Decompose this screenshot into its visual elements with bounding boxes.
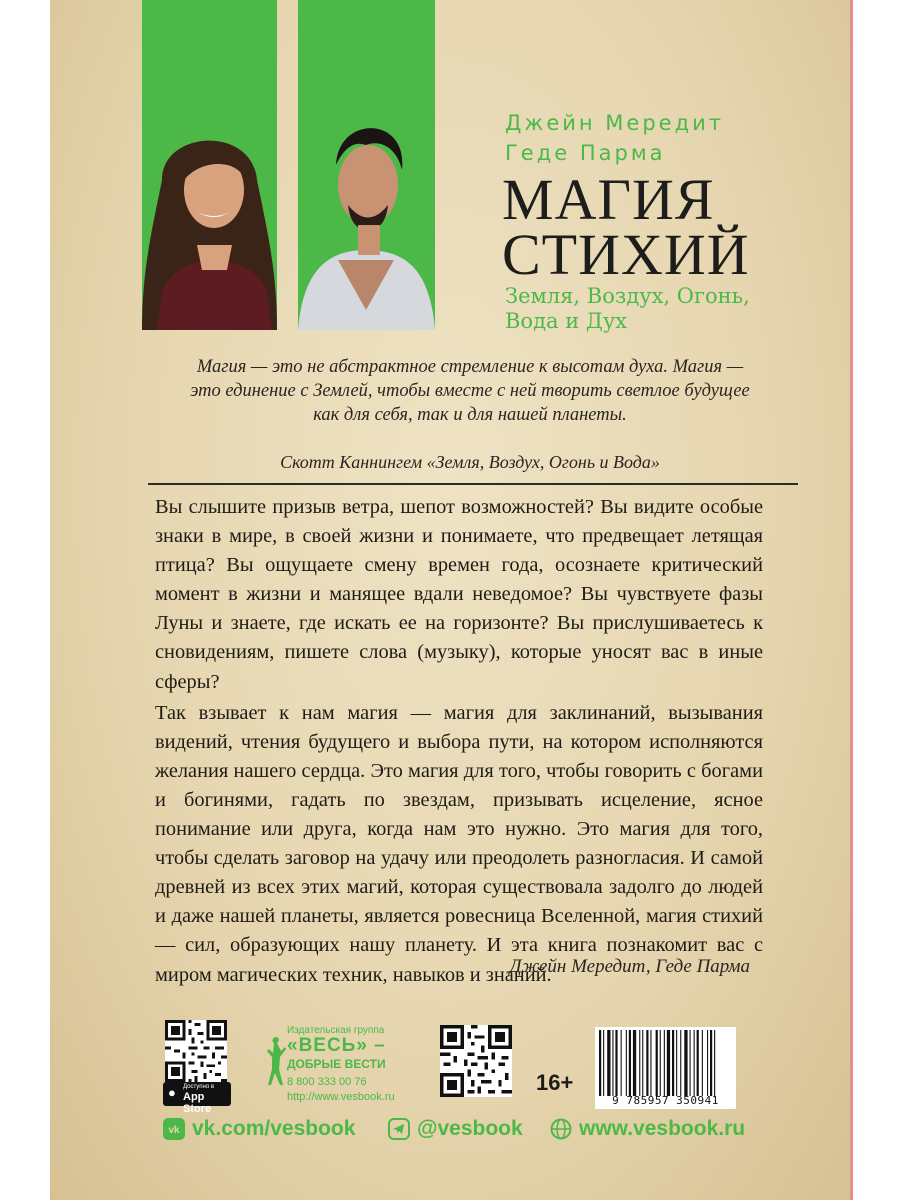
book-subtitle-line-2: Вода и Дух: [505, 309, 628, 333]
book-title-line-1: МАГИЯ: [502, 167, 715, 232]
cover-edge: [850, 0, 853, 1200]
svg-text:vk: vk: [168, 1125, 180, 1136]
epigraph-line-1: Магия — это не абстрактное стремление к высотам духа. Магия —: [196, 357, 744, 377]
blurb-paragraph-1: Вы слышите призыв ветра, шепот возможностей? Вы видите особые знаки в мире, в своей жизни и понимаете, что предвещает летящая птица? Вы ощущаете смену времен года, осознаете критический момент в жизни и манящее вдали неведомое? Вы чувствуете фазы Луны и знаете, где искать ее на горизонте? Вы прислушиваетесь к сновидениям, пишете слова (музыку), которые уносят вас в иные сферы?: [155, 496, 763, 693]
epigraph-quote: [150, 355, 790, 427]
publisher-logo: [265, 1025, 415, 1105]
app-store-small-label: Доступно в: [183, 1084, 215, 1090]
epigraph-line-3: как для себя, так и для нашей планеты.: [313, 405, 627, 425]
publisher-name: «ВЕСЬ» –: [287, 1035, 386, 1056]
publisher-figure-icon: [265, 1033, 287, 1095]
age-rating: 16+: [536, 1070, 574, 1095]
social-telegram[interactable]: [388, 1116, 523, 1142]
blurb-signature: Джейн Мередит, Геде Парма: [509, 956, 750, 977]
publisher-group-label: Издательская группа: [287, 1025, 385, 1036]
epigraph-source: Скотт Каннингем «Земля, Воздух, Огонь и Вода»: [280, 452, 660, 472]
qr-code-site: [440, 1025, 512, 1097]
publisher-phone: 8 800 333 00 76: [287, 1076, 367, 1088]
website-link[interactable]: www.vesbook.ru: [579, 1117, 746, 1140]
globe-icon: [550, 1118, 572, 1140]
book-title: [502, 167, 750, 287]
author-name-2: Геде Парма: [505, 141, 666, 165]
book-subtitle: [505, 284, 750, 334]
isbn-barcode: [595, 1027, 736, 1109]
qr-code-app: [165, 1020, 227, 1082]
apple-icon: ●: [168, 1085, 176, 1100]
app-store-badge[interactable]: [163, 1082, 231, 1115]
telegram-link[interactable]: @vesbook: [417, 1117, 523, 1140]
app-store-label: App Store: [183, 1091, 212, 1115]
publisher-url[interactable]: http://www.vesbook.ru: [287, 1091, 395, 1103]
isbn-number: 9 785957 350941: [612, 1094, 719, 1107]
author-name-1: Джейн Мередит: [505, 111, 724, 135]
divider-line: [148, 483, 798, 485]
author-photo-woman: [142, 120, 277, 330]
blurb-paragraph-2: Так взывает к нам магия — магия для заклинаний, вызывания видений, чтения будущего и выбора пути, на котором исполняются желания нашего сердца. Это магия для того, чтобы говорить с богами и богинями, гадать по звездам, призывать исцеление, ясное понимание или друга, когда нам это нужно. Это магия для того, чтобы сделать заговор на удачу или преодолеть разногласия. И самой древней из всех этих магий, которая существовала задолго до людей и даже нашей планеты, является ровесница Вселенной, магия стихий — сил, образующих нашу планету. И эта книга познакомит вас с миром магических техник, навыков и знаний.: [155, 701, 763, 986]
author-names: [505, 108, 724, 168]
blurb-text: [155, 493, 763, 990]
vk-link[interactable]: vk.com/vesbook: [192, 1117, 356, 1140]
book-subtitle-line-1: Земля, Воздух, Огонь,: [505, 284, 750, 308]
vk-icon: [163, 1118, 185, 1140]
social-website[interactable]: [550, 1116, 745, 1142]
author-photo-man: [298, 110, 435, 330]
epigraph-line-2: это единение с Землей, чтобы вместе с ней творить светлое будущее: [190, 381, 750, 401]
social-vk[interactable]: [163, 1116, 355, 1142]
telegram-icon: [388, 1118, 410, 1140]
publisher-slogan: ДОБРЫЕ ВЕСТИ: [287, 1057, 386, 1071]
book-title-line-2: СТИХИЙ: [502, 222, 750, 287]
barcode-bars: [595, 1030, 736, 1096]
